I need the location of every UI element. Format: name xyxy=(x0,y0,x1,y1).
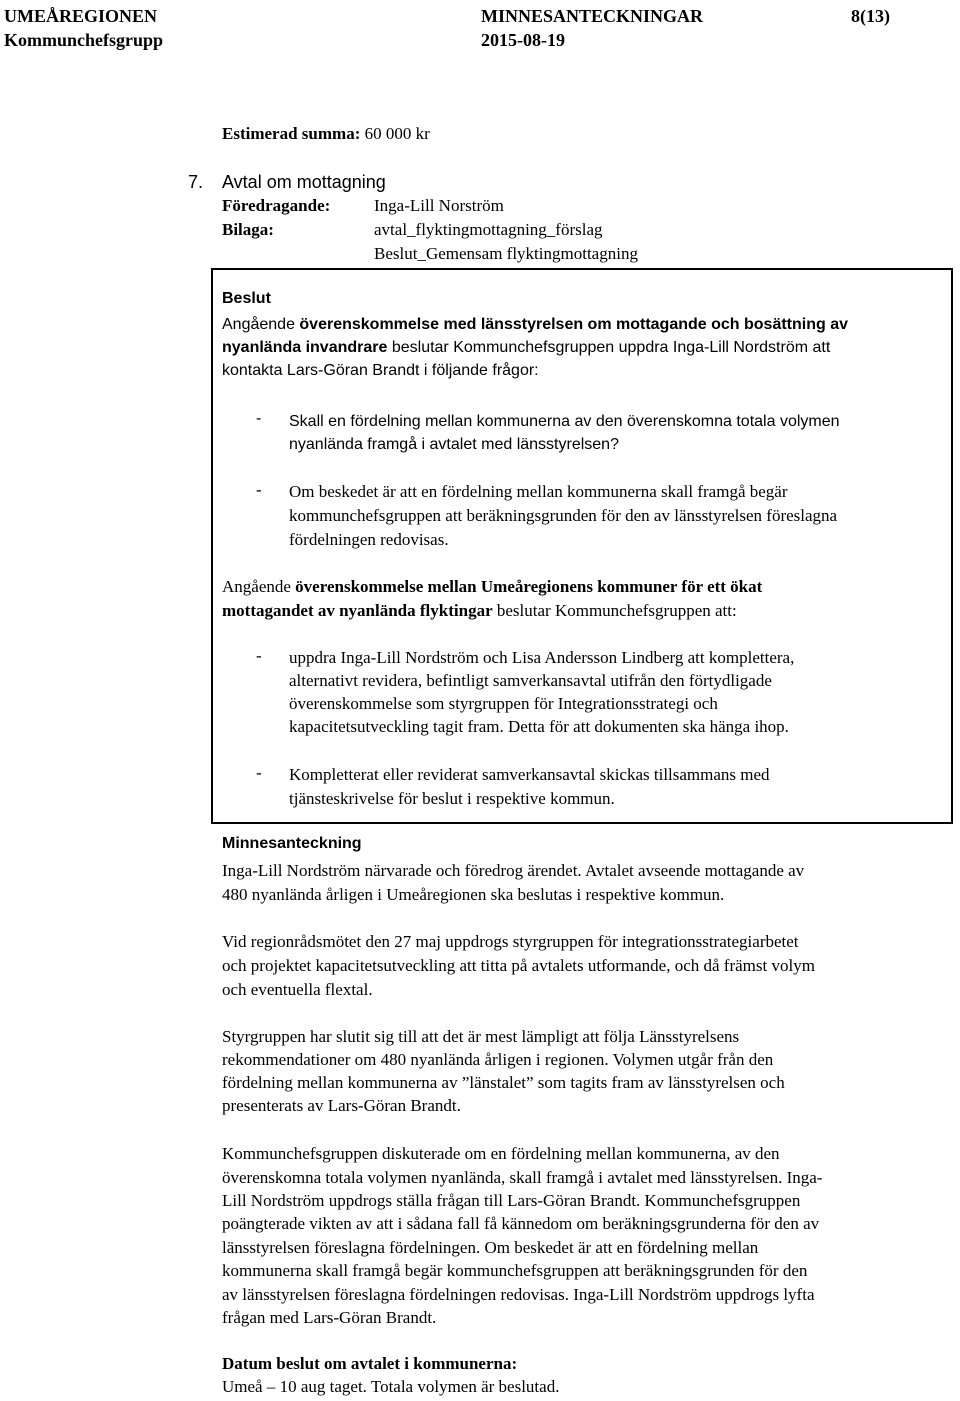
list-item-line: nyanlända framgå i avtalet med länsstyrelsen? xyxy=(289,436,619,453)
estimate-label: Estimerad summa: xyxy=(222,124,361,143)
attachment-2: Beslut_Gemensam flyktingmottagning xyxy=(374,244,638,263)
header-date: 2015-08-19 xyxy=(481,30,565,50)
notes-line: Lill Nordström uppdrogs ställa frågan till Lars-Göran Brandt. Kommunchefsgruppen xyxy=(222,1191,801,1210)
notes-line: Styrgruppen har slutit sig till att det är mest lämpligt att följa Länsstyrelsens xyxy=(222,1027,740,1046)
list-item-line: Kompletterat eller reviderat samverkansavtal skickas tillsammans med xyxy=(289,765,770,784)
header-org: UMEÅREGIONEN xyxy=(4,6,158,26)
list-item-line: Om beskedet är att en fördelning mellan kommunerna skall framgå begär xyxy=(289,482,788,501)
notes-line: kommunerna skall framgå begär kommunchefsgruppen att beräkningsgrunden för den xyxy=(222,1261,808,1280)
date-decision-heading: Datum beslut om avtalet i kommunerna: xyxy=(222,1354,518,1373)
notes-line: rekommendationer om 480 nyanlända årligen i regionen. Volymen utgår från den xyxy=(222,1050,774,1069)
list-item-line: tjänsteskrivelse för beslut i respektive kommun. xyxy=(289,789,615,808)
header-page-number: 8(13) xyxy=(851,6,890,26)
notes-line: Vid regionrådsmötet den 27 maj uppdrogs styrgruppen för integrationsstrategiarbetet xyxy=(222,932,799,951)
notes-line: och eventuella flextal. xyxy=(222,980,373,999)
estimate-line xyxy=(222,124,430,144)
date-decision-text: Umeå – 10 aug taget. Totala volymen är beslutad. xyxy=(222,1377,560,1396)
notes-heading: Minnesanteckning xyxy=(222,835,362,852)
notes-line: överenskomna totala volymen nyanlända, skall framgå i avtalet med länsstyrelsen. Inga- xyxy=(222,1168,823,1187)
p2-line-2: mottagandet av nyanlända flyktingar beslutar Kommunchefsgruppen att: xyxy=(222,601,737,620)
list-item-line: uppdra Inga-Lill Nordström och Lisa Andersson Lindberg att komplettera, xyxy=(289,648,795,667)
list-dash: - xyxy=(256,763,262,782)
list-dash: - xyxy=(256,410,262,427)
notes-line: 480 nyanlända årligen i Umeåregionen ska beslutas i respektive kommun. xyxy=(222,885,725,904)
item-title: Avtal om mottagning xyxy=(222,172,386,192)
item-number: 7. xyxy=(188,172,204,192)
header-group: Kommunchefsgrupp xyxy=(4,30,164,50)
attachment-1: avtal_flyktingmottagning_förslag xyxy=(374,220,603,239)
list-item-line: Skall en fördelning mellan kommunerna av den överenskomna totala volymen xyxy=(289,413,840,430)
presenter-label: Föredragande: xyxy=(222,196,331,215)
list-item-line: kapacitetsutveckling tagit fram. Detta för att dokumenten ska hänga ihop. xyxy=(289,717,789,736)
notes-line: länsstyrelsen föreslagna fördelningen. Om beskedet är att en fördelning mellan xyxy=(222,1238,759,1257)
list-item-line: alternativt revidera, befintligt samverkansavtal utifrån den förtydligade xyxy=(289,671,772,690)
p1-line-2: nyanlända invandrare beslutar Kommunchefsgruppen uppdra Inga-Lill Nordström att xyxy=(222,339,831,356)
notes-line: fördelning mellan kommunerna av ”länstalet” som tagits fram av länsstyrelsen och xyxy=(222,1073,785,1092)
notes-line: frågan med Lars-Göran Brandt. xyxy=(222,1308,437,1327)
notes-line: presenterats av Lars-Göran Brandt. xyxy=(222,1096,461,1115)
list-item-line: överenskommelse som styrgruppen för Integrationsstrategi och xyxy=(289,694,718,713)
attachment-label: Bilaga: xyxy=(222,220,274,239)
list-item-line: kommunchefsgruppen att beräkningsgrunden för den av länsstyrelsen föreslagna xyxy=(289,506,838,525)
p1-line-3: kontakta Lars-Göran Brandt i följande frågor: xyxy=(222,362,539,379)
notes-line: Kommunchefsgruppen diskuterade om en fördelning mellan kommunerna, av den xyxy=(222,1144,780,1163)
notes-line: poängterade vikten av att i sådana fall få kännedom om beräkningsgrunderna för den av xyxy=(222,1214,820,1233)
estimate-value: 60 000 kr xyxy=(364,124,430,143)
decision-heading: Beslut xyxy=(222,290,271,307)
notes-line: och projektet kapacitetsutveckling att titta på avtalets utformande, och då främst volym xyxy=(222,956,815,975)
presenter-name: Inga-Lill Norström xyxy=(374,196,504,215)
list-dash: - xyxy=(256,646,262,665)
header-doc-type: MINNESANTECKNINGAR xyxy=(481,6,704,26)
notes-line: Inga-Lill Nordström närvarade och föredrog ärendet. Avtalet avseende mottagande av xyxy=(222,861,805,880)
list-dash: - xyxy=(256,480,262,499)
p1-line-1: Angående överenskommelse med länsstyrelsen om mottagande och bosättning av xyxy=(222,316,849,333)
p2-line-1: Angående överenskommelse mellan Umeåregionens kommuner för ett ökat xyxy=(222,577,763,596)
notes-line: av länsstyrelsen föreslagna fördelningen redovisas. Inga-Lill Nordström uppdrogs lyfta xyxy=(222,1285,815,1304)
list-item-line: fördelningen redovisas. xyxy=(289,530,449,549)
